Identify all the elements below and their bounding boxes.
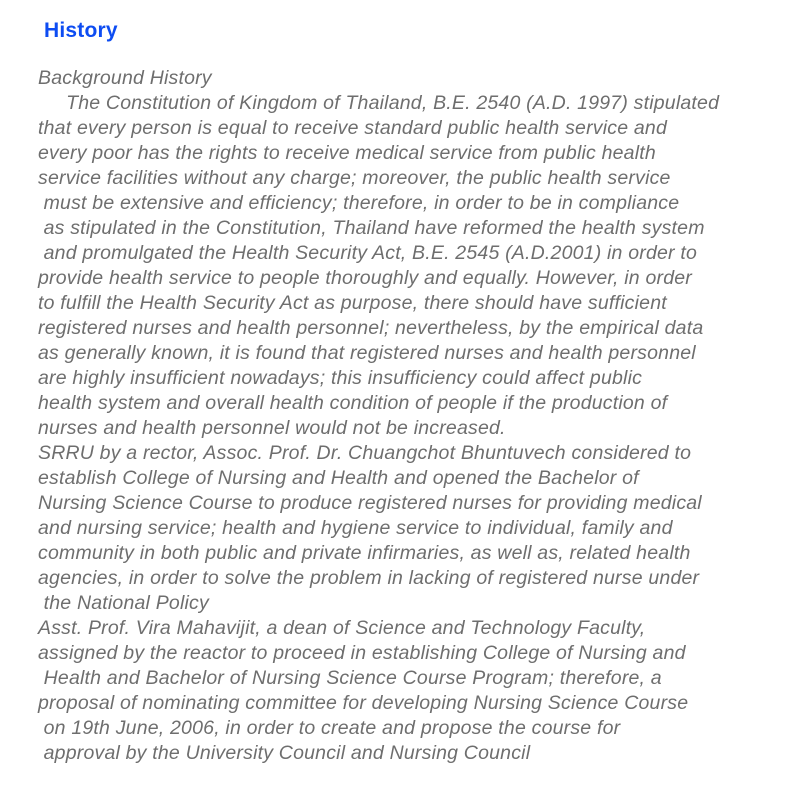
text-line: proposal of nominating committee for developing Nursing Science Course xyxy=(38,692,689,714)
text-line: nurses and health personnel would not be increased. xyxy=(38,417,506,439)
text-line: assigned by the reactor to proceed in establishing College of Nursing and xyxy=(38,642,686,664)
text-line: Health and Bachelor of Nursing Science Course Program; therefore, a xyxy=(38,667,662,689)
background-history-subtitle: Background History xyxy=(38,67,212,89)
text-line: health system and overall health condition of people if the production of xyxy=(38,392,668,414)
text-line: are highly insufficient nowadays; this insufficiency could affect public xyxy=(38,367,643,389)
text-line: agencies, in order to solve the problem in lacking of registered nurse under xyxy=(38,567,700,589)
text-line: and promulgated the Health Security Act, B.E. 2545 (A.D.2001) in order to xyxy=(38,242,698,264)
text-line: as stipulated in the Constitution, Thailand have reformed the health system xyxy=(38,217,705,239)
text-line: provide health service to people thoroughly and equally. However, in order xyxy=(38,267,692,289)
text-line: approval by the University Council and Nursing Council xyxy=(38,742,531,764)
text-line: Asst. Prof. Vira Mahavijit, a dean of Science and Technology Faculty, xyxy=(38,617,646,639)
page-title: History xyxy=(44,19,118,42)
text-line: The Constitution of Kingdom of Thailand, B.E. 2540 (A.D. 1997) stipulated xyxy=(38,92,720,114)
text-line: as generally known, it is found that registered nurses and health personnel xyxy=(38,342,696,364)
text-line: must be extensive and efficiency; therefore, in order to be in compliance xyxy=(38,192,680,214)
history-text-block xyxy=(38,66,800,766)
text-line: service facilities without any charge; moreover, the public health service xyxy=(38,167,671,189)
text-line: establish College of Nursing and Health and opened the Bachelor of xyxy=(38,467,639,489)
text-line: registered nurses and health personnel; nevertheless, by the empirical data xyxy=(38,317,704,339)
text-line: community in both public and private infirmaries, as well as, related health xyxy=(38,542,691,564)
text-line: SRRU by a rector, Assoc. Prof. Dr. Chuangchot Bhuntuvech considered to xyxy=(38,442,692,464)
text-line: to fulfill the Health Security Act as purpose, there should have sufficient xyxy=(38,292,667,314)
text-line: Nursing Science Course to produce registered nurses for providing medical xyxy=(38,492,702,514)
text-line: the National Policy xyxy=(38,592,209,614)
text-line: every poor has the rights to receive medical service from public health xyxy=(38,142,656,164)
text-line: and nursing service; health and hygiene service to individual, family and xyxy=(38,517,673,539)
text-line: that every person is equal to receive standard public health service and xyxy=(38,117,668,139)
history-paragraph-lines xyxy=(38,91,800,766)
text-line: on 19th June, 2006, in order to create and propose the course for xyxy=(38,717,621,739)
